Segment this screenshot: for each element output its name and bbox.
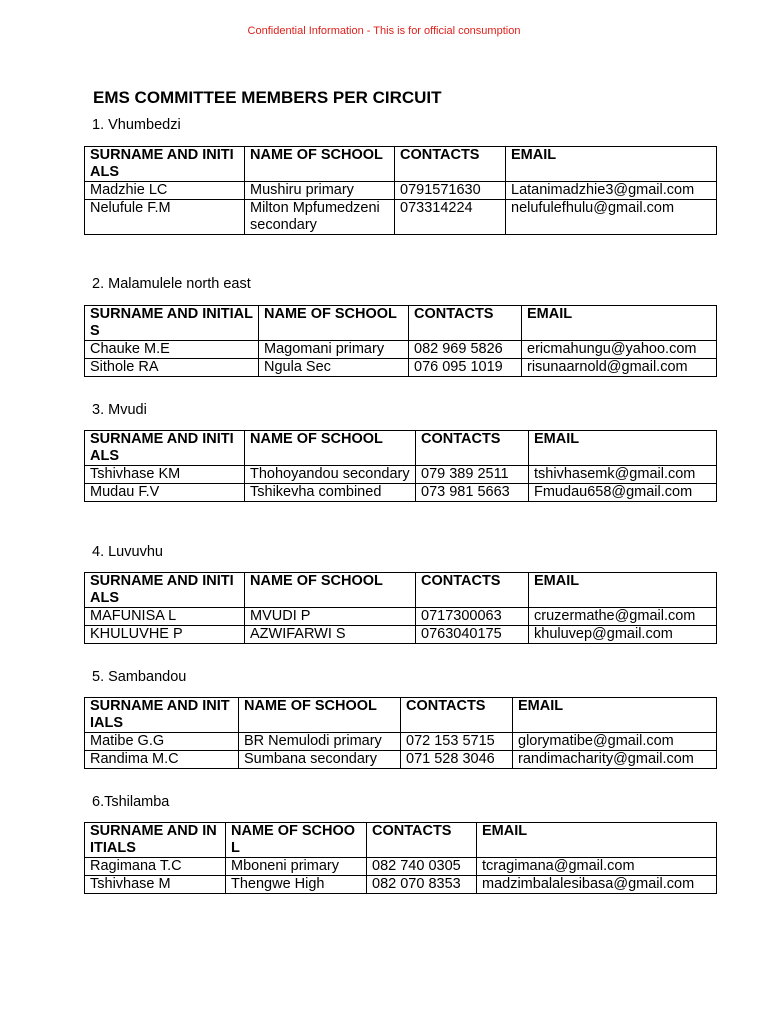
header-surname: SURNAME AND INITIALS	[85, 147, 245, 182]
cell-surname: Chauke M.E	[85, 341, 259, 359]
header-contacts: CONTACTS	[367, 823, 477, 858]
cell-surname: Ragimana T.C	[85, 858, 226, 876]
table-row	[85, 876, 717, 894]
header-email: EMAIL	[522, 306, 717, 341]
cell-surname: Tshivhase M	[85, 876, 226, 894]
table-header-row	[85, 147, 717, 182]
cell-school: BR Nemulodi primary	[239, 733, 401, 751]
cell-surname: Mudau F.V	[85, 484, 245, 502]
cell-email: ericmahungu@yahoo.com	[522, 341, 717, 359]
cell-surname: Madzhie LC	[85, 182, 245, 200]
circuit-heading: 3. Mvudi	[92, 402, 147, 418]
cell-email: Latanimadzhie3@gmail.com	[506, 182, 717, 200]
document-title: EMS COMMITTEE MEMBERS PER CIRCUIT	[93, 88, 442, 107]
cell-contacts: 082 070 8353	[367, 876, 477, 894]
table-header-row	[85, 431, 717, 466]
table-row	[85, 359, 717, 377]
header-email: EMAIL	[529, 573, 717, 608]
cell-email: cruzermathe@gmail.com	[529, 608, 717, 626]
circuit-heading: 1. Vhumbedzi	[92, 117, 181, 133]
table-row	[85, 200, 717, 235]
cell-school: AZWIFARWI S	[245, 626, 416, 644]
cell-email: glorymatibe@gmail.com	[513, 733, 717, 751]
cell-email: khuluvep@gmail.com	[529, 626, 717, 644]
cell-surname: MAFUNISA L	[85, 608, 245, 626]
cell-contacts: 082 740 0305	[367, 858, 477, 876]
cell-school: Milton Mpfumedzeni secondary	[245, 200, 395, 235]
header-surname: SURNAME AND INITIALS	[85, 698, 239, 733]
table-row	[85, 608, 717, 626]
cell-school: MVUDI P	[245, 608, 416, 626]
header-school: NAME OF SCHOOL	[245, 431, 416, 466]
header-email: EMAIL	[477, 823, 717, 858]
cell-contacts: 0791571630	[395, 182, 506, 200]
cell-school: Thohoyandou secondary	[245, 466, 416, 484]
cell-school: Mushiru primary	[245, 182, 395, 200]
table-row	[85, 484, 717, 502]
table-row	[85, 341, 717, 359]
header-surname: SURNAME AND INITIALS	[85, 823, 226, 858]
cell-email: tcragimana@gmail.com	[477, 858, 717, 876]
header-school: NAME OF SCHOOL	[245, 147, 395, 182]
header-surname: SURNAME AND INITIALS	[85, 431, 245, 466]
cell-email: tshivhasemk@gmail.com	[529, 466, 717, 484]
circuit-heading: 6.Tshilamba	[92, 794, 170, 810]
cell-contacts: 073 981 5663	[416, 484, 529, 502]
table-header-row	[85, 573, 717, 608]
cell-school: Sumbana secondary	[239, 751, 401, 769]
cell-email: randimacharity@gmail.com	[513, 751, 717, 769]
members-table	[84, 305, 717, 377]
cell-surname: KHULUVHE P	[85, 626, 245, 644]
cell-surname: Matibe G.G	[85, 733, 239, 751]
header-contacts: CONTACTS	[416, 573, 529, 608]
header-contacts: CONTACTS	[395, 147, 506, 182]
header-contacts: CONTACTS	[416, 431, 529, 466]
members-table	[84, 146, 717, 235]
header-surname: SURNAME AND INITIALS	[85, 573, 245, 608]
cell-school: Thengwe High	[226, 876, 367, 894]
table-header-row	[85, 306, 717, 341]
table-row	[85, 182, 717, 200]
cell-school: Ngula Sec	[259, 359, 409, 377]
cell-contacts: 073314224	[395, 200, 506, 235]
header-school: NAME OF SCHOOL	[245, 573, 416, 608]
header-school: NAME OF SCHOOL	[226, 823, 367, 858]
cell-email: madzimbalalesibasa@gmail.com	[477, 876, 717, 894]
cell-surname: Nelufule F.M	[85, 200, 245, 235]
members-table	[84, 697, 717, 769]
circuit-heading: 5. Sambandou	[92, 669, 187, 685]
table-header-row	[85, 698, 717, 733]
cell-school: Magomani primary	[259, 341, 409, 359]
cell-surname: Sithole RA	[85, 359, 259, 377]
header-school: NAME OF SCHOOL	[259, 306, 409, 341]
cell-school: Tshikevha combined	[245, 484, 416, 502]
header-surname: SURNAME AND INITIALS	[85, 306, 259, 341]
cell-contacts: 079 389 2511	[416, 466, 529, 484]
cell-contacts: 072 153 5715	[401, 733, 513, 751]
cell-contacts: 071 528 3046	[401, 751, 513, 769]
cell-contacts: 0763040175	[416, 626, 529, 644]
cell-surname: Tshivhase KM	[85, 466, 245, 484]
table-row	[85, 858, 717, 876]
cell-contacts: 0717300063	[416, 608, 529, 626]
cell-contacts: 076 095 1019	[409, 359, 522, 377]
cell-email: nelufulefhulu@gmail.com	[506, 200, 717, 235]
header-email: EMAIL	[529, 431, 717, 466]
header-contacts: CONTACTS	[409, 306, 522, 341]
cell-surname: Randima M.C	[85, 751, 239, 769]
members-table	[84, 822, 717, 894]
confidential-notice: Confidential Information - This is for official consumption	[247, 25, 521, 37]
circuit-heading: 4. Luvuvhu	[92, 544, 163, 560]
cell-email: risunaarnold@gmail.com	[522, 359, 717, 377]
table-row	[85, 733, 717, 751]
circuit-heading: 2. Malamulele north east	[92, 276, 251, 292]
table-header-row	[85, 823, 717, 858]
cell-contacts: 082 969 5826	[409, 341, 522, 359]
table-row	[85, 466, 717, 484]
members-table	[84, 430, 717, 502]
header-school: NAME OF SCHOOL	[239, 698, 401, 733]
header-email: EMAIL	[513, 698, 717, 733]
header-email: EMAIL	[506, 147, 717, 182]
table-row	[85, 751, 717, 769]
header-contacts: CONTACTS	[401, 698, 513, 733]
cell-email: Fmudau658@gmail.com	[529, 484, 717, 502]
cell-school: Mboneni primary	[226, 858, 367, 876]
table-row	[85, 626, 717, 644]
members-table	[84, 572, 717, 644]
